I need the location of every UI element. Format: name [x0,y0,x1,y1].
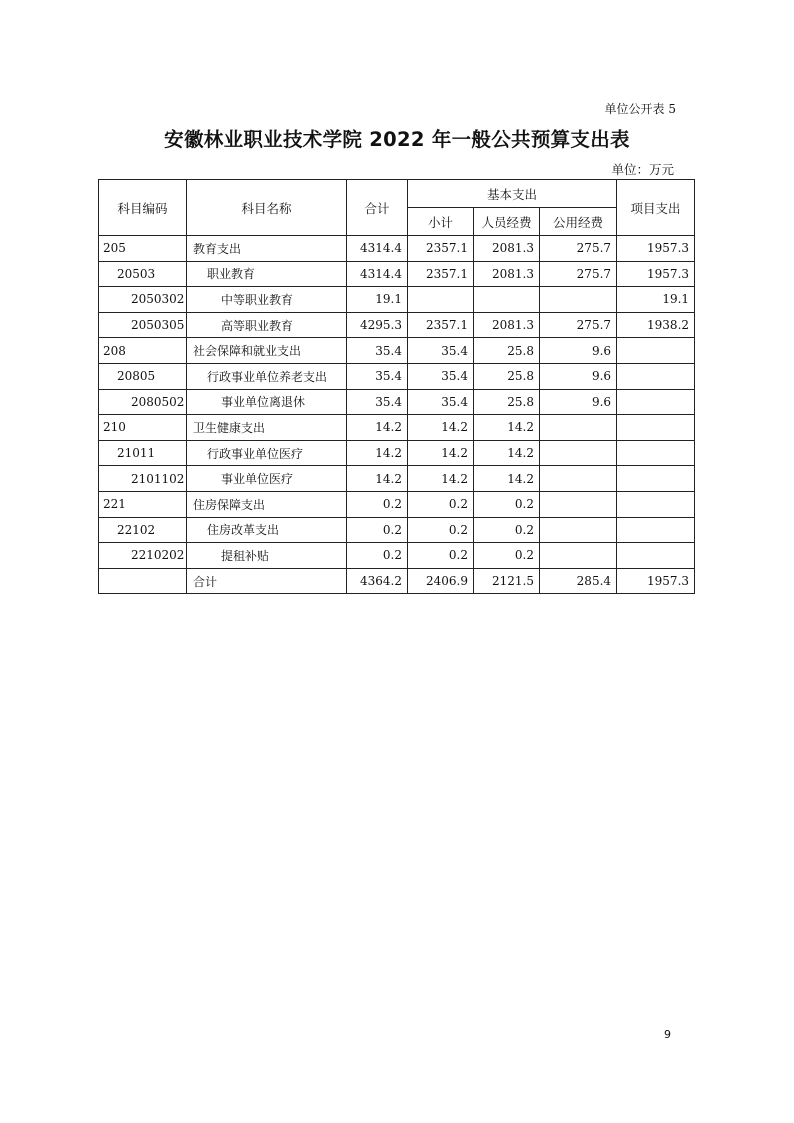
cell-personnel: 2121.5 [474,568,540,594]
table-row [99,491,695,517]
cell-public [540,287,617,313]
cell-public: 9.6 [540,389,617,415]
cell-code: 2210202 [99,543,187,569]
table-row [99,543,695,569]
budget-table [98,179,695,594]
cell-subtotal: 35.4 [408,389,474,415]
cell-code: 2101102 [99,466,187,492]
cell-public: 275.7 [540,236,617,262]
header-code: 科目编码 [99,180,187,236]
cell-personnel: 2081.3 [474,236,540,262]
cell-personnel [474,287,540,313]
cell-project [617,491,695,517]
cell-public [540,543,617,569]
cell-code: 21011 [99,440,187,466]
cell-code: 20503 [99,261,187,287]
cell-public [540,491,617,517]
header-row-1 [99,180,695,208]
table-row [99,338,695,364]
cell-public: 275.7 [540,261,617,287]
cell-subtotal: 0.2 [408,517,474,543]
cell-project [617,338,695,364]
cell-subtotal: 35.4 [408,338,474,364]
cell-total: 4314.4 [347,261,408,287]
header-subtotal: 小计 [408,208,474,236]
cell-project: 1957.3 [617,568,695,594]
cell-total: 4364.2 [347,568,408,594]
table-row [99,363,695,389]
cell-name: 中等职业教育 [187,287,347,313]
cell-code: 2080502 [99,389,187,415]
cell-code [99,568,187,594]
cell-subtotal: 2357.1 [408,312,474,338]
cell-name: 行政事业单位养老支出 [187,363,347,389]
total-row [99,568,695,594]
cell-name: 职业教育 [187,261,347,287]
cell-personnel: 2081.3 [474,312,540,338]
cell-name: 事业单位离退休 [187,389,347,415]
cell-public [540,440,617,466]
cell-project [617,415,695,441]
cell-public [540,466,617,492]
table-row [99,517,695,543]
unit-label: 单位：万元 [611,162,674,177]
cell-project: 1938.2 [617,312,695,338]
cell-project: 1957.3 [617,261,695,287]
table-row [99,287,695,313]
header-total: 合计 [347,180,408,236]
table-body [99,236,695,594]
header-project: 项目支出 [617,180,695,236]
cell-personnel: 14.2 [474,440,540,466]
table-row [99,236,695,262]
cell-total: 0.2 [347,491,408,517]
header-name: 科目名称 [187,180,347,236]
cell-total: 14.2 [347,415,408,441]
cell-subtotal: 2406.9 [408,568,474,594]
cell-public: 9.6 [540,338,617,364]
cell-name: 社会保障和就业支出 [187,338,347,364]
cell-personnel: 25.8 [474,338,540,364]
cell-code: 205 [99,236,187,262]
cell-subtotal: 14.2 [408,415,474,441]
cell-total: 35.4 [347,338,408,364]
cell-code: 20805 [99,363,187,389]
cell-total: 0.2 [347,543,408,569]
cell-project [617,543,695,569]
cell-project [617,363,695,389]
table-row [99,389,695,415]
cell-name: 卫生健康支出 [187,415,347,441]
cell-personnel: 0.2 [474,517,540,543]
cell-total: 35.4 [347,389,408,415]
cell-subtotal: 35.4 [408,363,474,389]
cell-personnel: 2081.3 [474,261,540,287]
page-title: 安徽林业职业技术学院 2022 年一般公共预算支出表 [164,128,630,151]
document-label: 单位公开表 5 [604,102,676,116]
cell-total: 4295.3 [347,312,408,338]
cell-public [540,517,617,543]
cell-subtotal: 0.2 [408,491,474,517]
cell-project [617,440,695,466]
cell-subtotal: 2357.1 [408,236,474,262]
table-row [99,466,695,492]
cell-project [617,466,695,492]
cell-code: 210 [99,415,187,441]
cell-subtotal: 0.2 [408,543,474,569]
cell-code: 22102 [99,517,187,543]
cell-name: 住房保障支出 [187,491,347,517]
cell-code: 2050302 [99,287,187,313]
cell-project [617,389,695,415]
header-public: 公用经费 [540,208,617,236]
cell-public: 285.4 [540,568,617,594]
cell-project: 1957.3 [617,236,695,262]
cell-name: 提租补贴 [187,543,347,569]
cell-total: 14.2 [347,466,408,492]
cell-name: 高等职业教育 [187,312,347,338]
cell-name: 住房改革支出 [187,517,347,543]
cell-subtotal: 14.2 [408,440,474,466]
cell-name: 教育支出 [187,236,347,262]
cell-total: 4314.4 [347,236,408,262]
page-number: 9 [664,1028,671,1041]
cell-code: 221 [99,491,187,517]
cell-personnel: 14.2 [474,415,540,441]
cell-personnel: 25.8 [474,389,540,415]
table-row [99,261,695,287]
header-basic: 基本支出 [408,180,617,208]
table-row [99,312,695,338]
cell-total: 0.2 [347,517,408,543]
header-personnel: 人员经费 [474,208,540,236]
table-row [99,440,695,466]
cell-personnel: 25.8 [474,363,540,389]
cell-public: 9.6 [540,363,617,389]
cell-public: 275.7 [540,312,617,338]
cell-personnel: 14.2 [474,466,540,492]
cell-subtotal [408,287,474,313]
cell-public [540,415,617,441]
cell-total: 14.2 [347,440,408,466]
cell-code: 208 [99,338,187,364]
cell-name: 行政事业单位医疗 [187,440,347,466]
cell-personnel: 0.2 [474,491,540,517]
cell-code: 2050305 [99,312,187,338]
cell-name: 事业单位医疗 [187,466,347,492]
cell-total: 35.4 [347,363,408,389]
cell-name: 合计 [187,568,347,594]
cell-project: 19.1 [617,287,695,313]
cell-personnel: 0.2 [474,543,540,569]
cell-total: 19.1 [347,287,408,313]
cell-subtotal: 2357.1 [408,261,474,287]
cell-project [617,517,695,543]
table-row [99,415,695,441]
cell-subtotal: 14.2 [408,466,474,492]
